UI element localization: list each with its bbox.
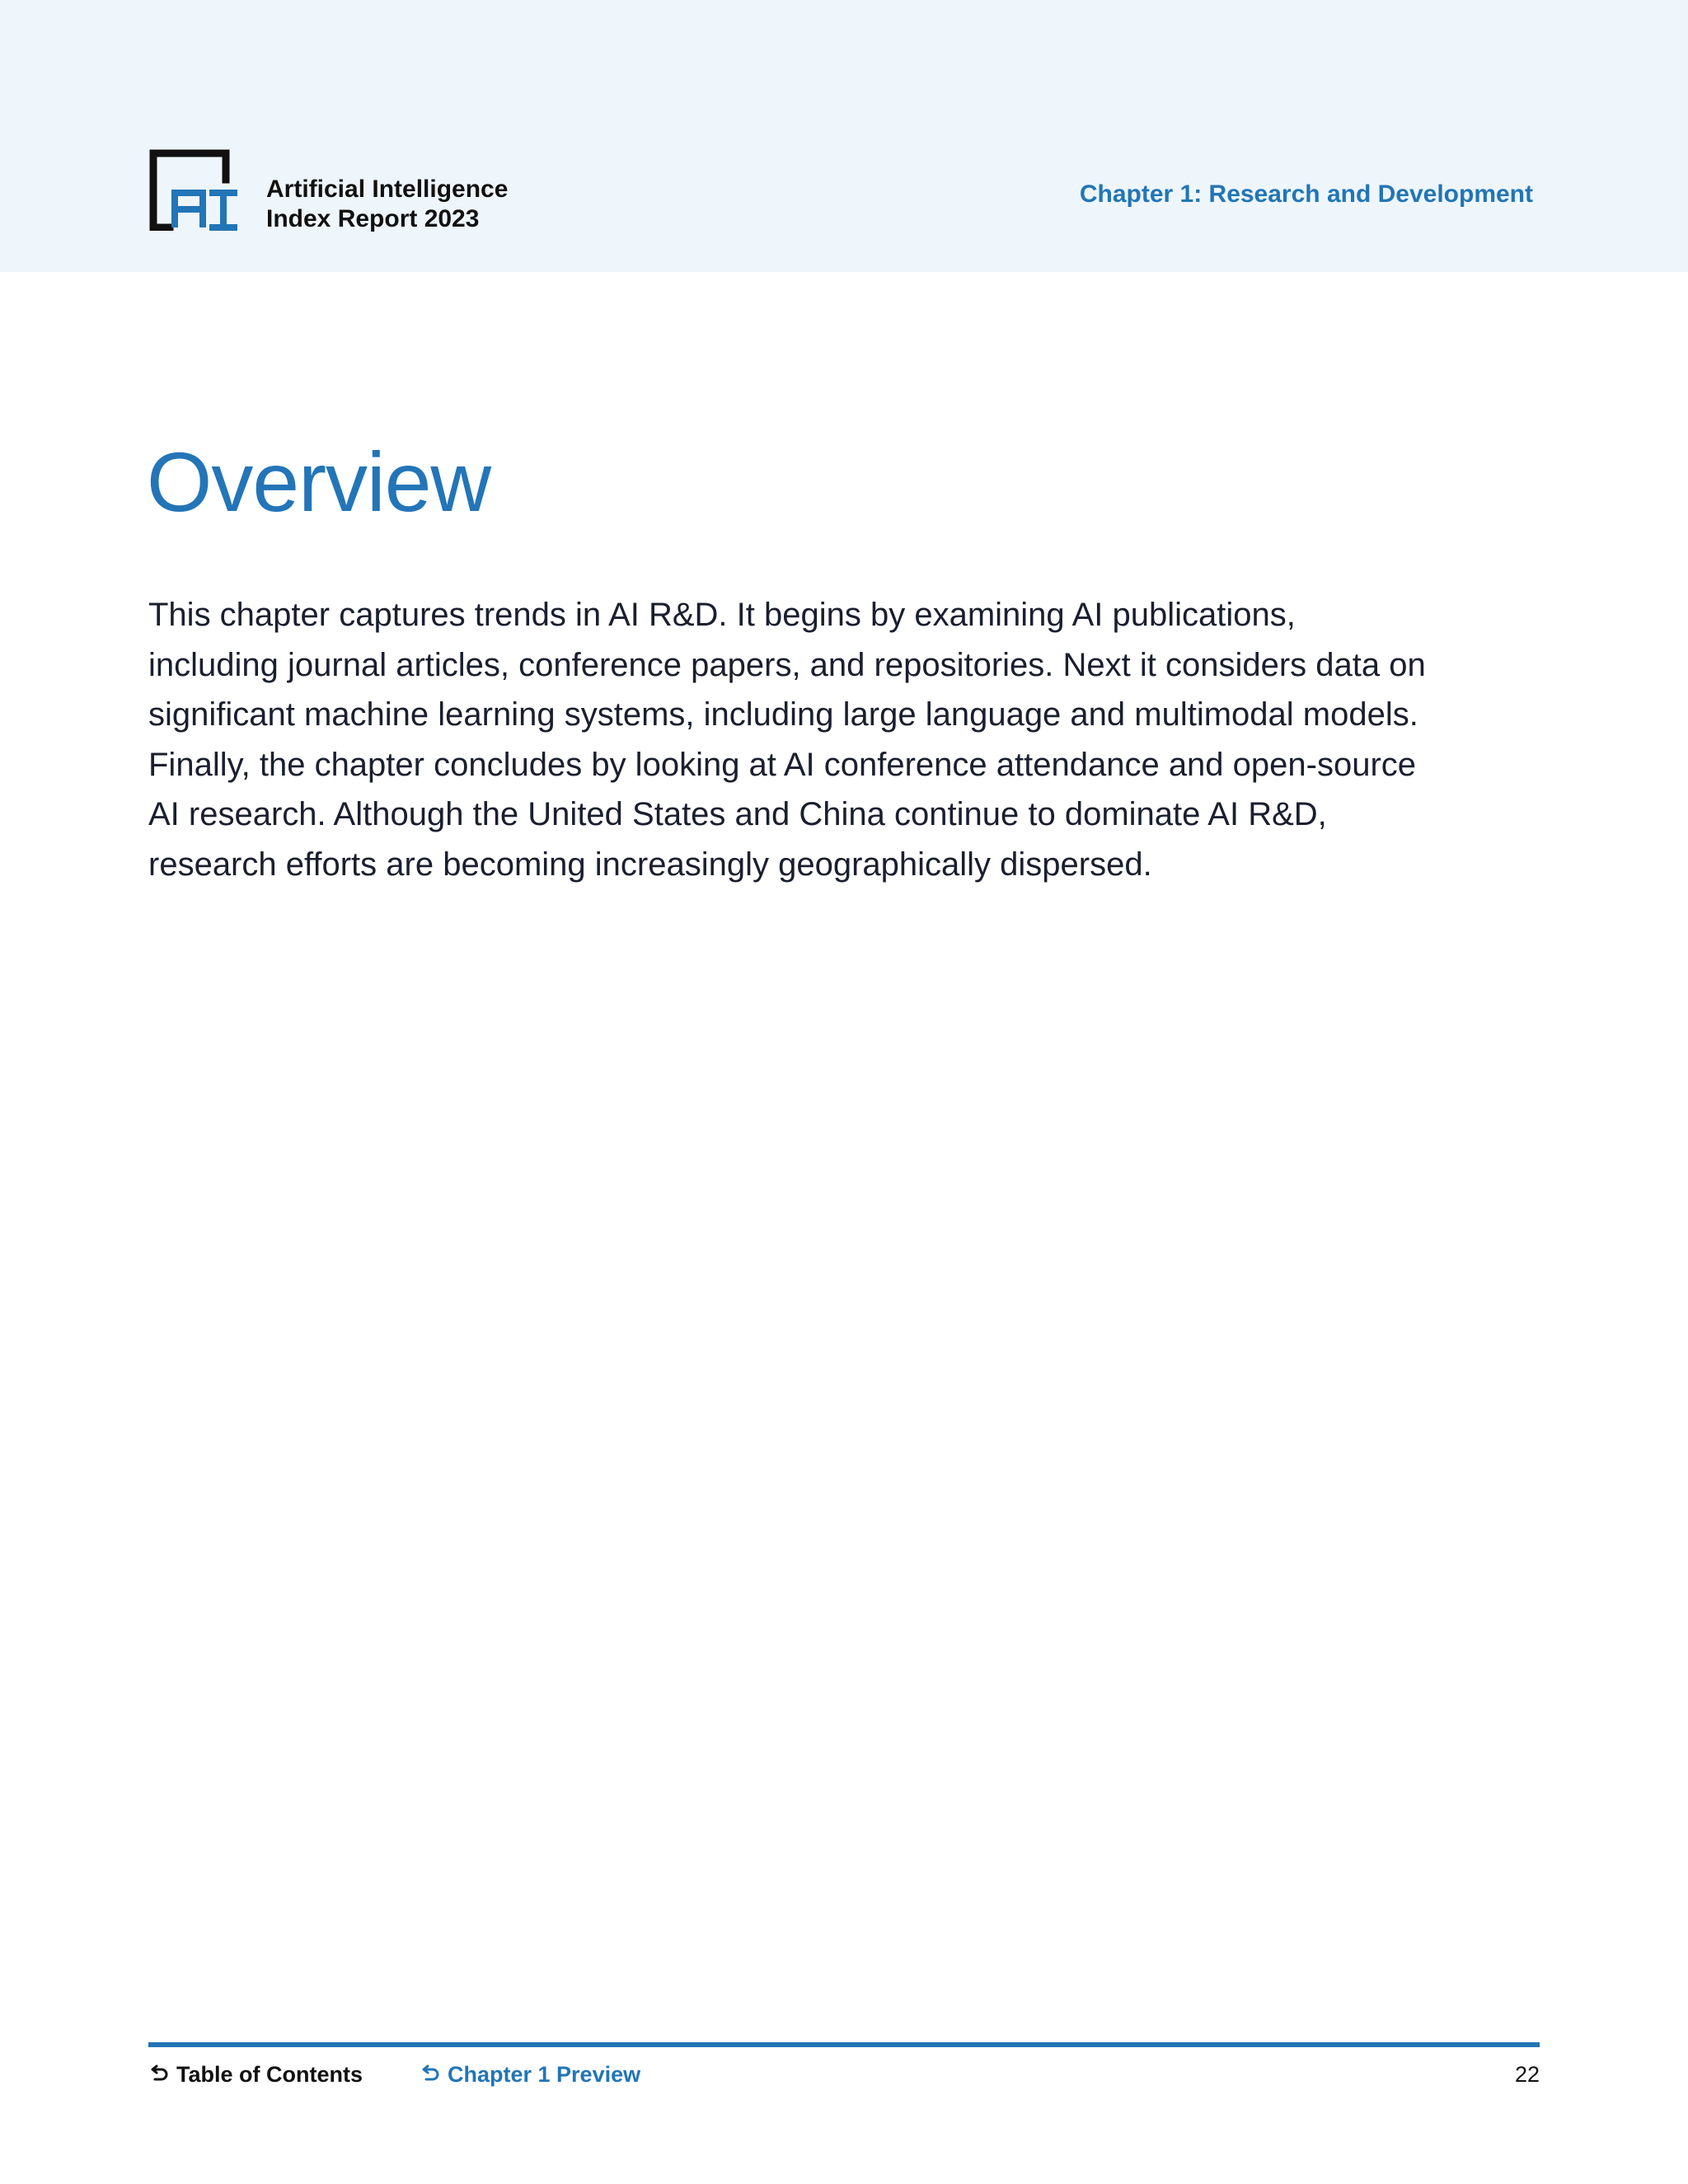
toc-label: Table of Contents [176,2062,363,2087]
chapter-preview-link[interactable] [420,2060,640,2088]
overview-paragraph: This chapter captures trends in AI R&D. It begins by examining AI publications, including journal articles, conference papers, and repositories. Next it considers data on significant machine learning systems, including large language and multimodal models. Finally, the chapter concludes by looking at AI conference attendance and open-source AI research. Although the United States and China continue to dominate AI R&D, research efforts are becoming increasingly geographically dispersed. [148,597,1426,883]
page-number: 22 [1514,2062,1540,2087]
brand-line-2: Index Report 2023 [266,205,480,232]
preview-label: Chapter 1 Preview [448,2062,641,2087]
return-arrow-icon [148,2064,170,2085]
ai-index-logo-icon [148,148,241,231]
table-of-contents-link[interactable] [148,2060,363,2088]
page-title: Overview [147,435,491,529]
report-brand [266,175,508,234]
footer-divider [148,2042,1540,2047]
return-arrow-icon [420,2064,441,2085]
page-header [0,0,1688,272]
brand-line-1: Artificial Intelligence [266,176,509,203]
chapter-title: Chapter 1: Research and Development [1079,180,1533,208]
